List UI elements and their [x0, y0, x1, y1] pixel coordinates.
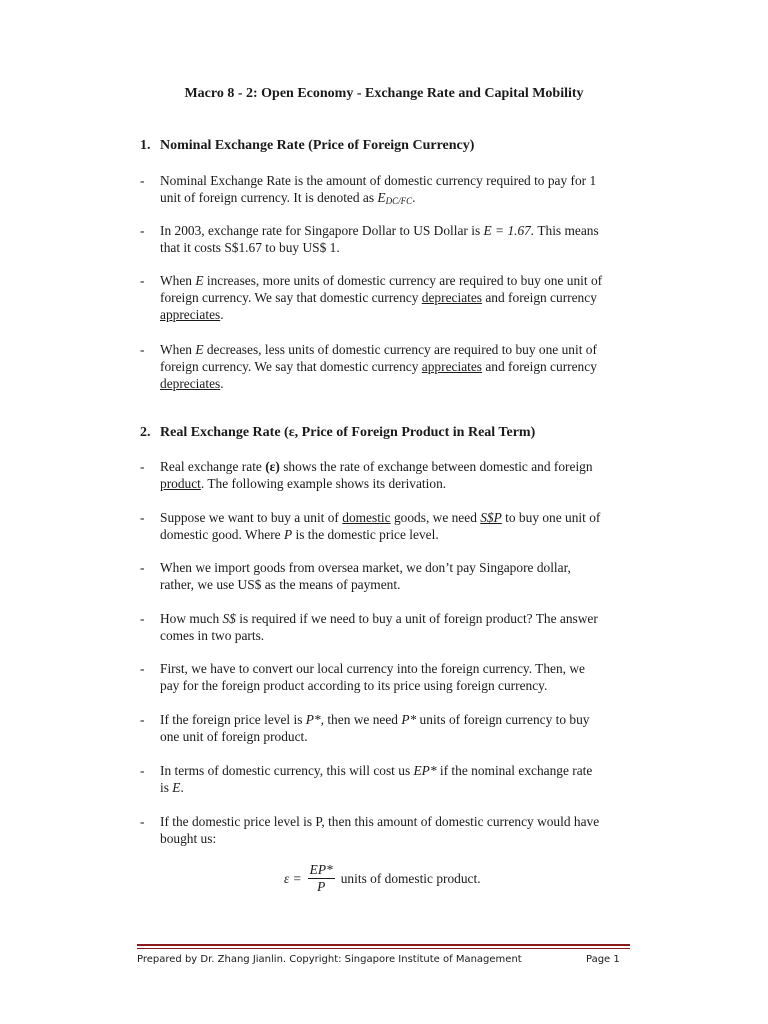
- bullet-dash: -: [140, 661, 145, 676]
- bullet-text: pay for the foreign product according to its price using foreign currency.: [160, 678, 548, 693]
- bullet-text: This means: [534, 223, 599, 238]
- bullet-text: If the foreign price level is: [160, 712, 306, 727]
- list-item: [140, 272, 640, 323]
- footer-credit: Prepared by Dr. Zhang Jianlin. Copyright: Singapore Institute of Management: [137, 954, 522, 965]
- bullet-text: is the domestic price level.: [292, 527, 439, 542]
- bullet-dash: -: [140, 611, 145, 626]
- list-item: [140, 711, 640, 745]
- bullet-text: decreases, less units of domestic currency are required to buy one unit of: [203, 342, 597, 357]
- symbol: P*: [401, 712, 417, 727]
- section-title: Nominal Exchange Rate (Price of Foreign Currency): [160, 138, 475, 153]
- bullet-dash: -: [140, 459, 145, 474]
- symbol: S$P: [480, 510, 502, 525]
- bullet-text: .: [412, 190, 416, 205]
- bullet-text: domestic good. Where: [160, 527, 284, 542]
- bullet-text: In 2003, exchange rate for Singapore Dollar to US Dollar is: [160, 223, 484, 238]
- underlined-term: appreciates: [421, 359, 483, 374]
- bullet-text: . The following example shows its derivation.: [200, 476, 447, 491]
- bullet-text: and foreign currency: [482, 290, 597, 305]
- bullet-dash: -: [140, 223, 145, 238]
- bullet-text: is: [160, 780, 173, 795]
- underlined-term: depreciates: [421, 290, 483, 305]
- footer-divider: [137, 948, 630, 949]
- list-item: [140, 222, 640, 256]
- page-number: Page 1: [586, 954, 620, 965]
- bullet-text: In terms of domestic currency, this will cost us: [160, 763, 414, 778]
- underlined-term: product: [160, 476, 201, 491]
- symbol: E: [195, 342, 204, 357]
- symbol: E: [172, 780, 181, 795]
- bullet-text: rather, we use US$ as the means of payment.: [160, 577, 401, 592]
- bullet-dash: -: [140, 510, 145, 525]
- symbol: E: [195, 273, 204, 288]
- bullet-text: comes in two parts.: [160, 628, 265, 643]
- underlined-term: depreciates: [160, 376, 221, 391]
- section-heading-real: [140, 425, 535, 441]
- formula-denominator: P: [317, 879, 326, 894]
- section-title: Real Exchange Rate (ε, Price of Foreign Product in Real Term): [160, 425, 536, 440]
- symbol: S$: [222, 611, 236, 626]
- list-item: [140, 762, 640, 796]
- bullet-text: .: [180, 780, 184, 795]
- underlined-term: domestic: [342, 510, 391, 525]
- bullet-text: First, we have to convert our local currency into the foreign currency. Then, we: [160, 661, 585, 676]
- bullet-text: one unit of foreign product.: [160, 729, 308, 744]
- underlined-term: appreciates: [160, 307, 221, 322]
- list-item: [140, 610, 640, 644]
- list-item: [140, 341, 640, 392]
- symbol: P*,: [305, 712, 324, 727]
- bullet-text: Real exchange rate: [160, 459, 266, 474]
- list-item: [140, 509, 640, 543]
- bullet-dash: -: [140, 560, 145, 575]
- bullet-text: foreign currency. We say that domestic currency: [160, 290, 422, 305]
- section-number: 1.: [140, 138, 151, 153]
- bullet-text: How much: [160, 611, 223, 626]
- symbol: E = 1.67.: [483, 223, 535, 238]
- bullet-text: if the nominal exchange rate: [436, 763, 593, 778]
- section-heading-nominal: [140, 138, 474, 154]
- bullet-dash: -: [140, 342, 145, 357]
- bullet-dash: -: [140, 273, 145, 288]
- bullet-text: unit of foreign currency. It is denoted as: [160, 190, 378, 205]
- bullet-text: goods, we need: [390, 510, 481, 525]
- bullet-text: increases, more units of domestic currency are required to buy one unit of: [203, 273, 603, 288]
- footer-divider: [137, 944, 630, 946]
- section-number: 2.: [140, 425, 151, 440]
- bullet-text: bought us:: [160, 831, 217, 846]
- list-item: [140, 458, 640, 492]
- formula-numerator: EP*: [309, 862, 333, 877]
- bullet-text: Nominal Exchange Rate is the amount of domestic currency required to pay for 1: [160, 173, 597, 188]
- bullet-text: then we need: [323, 712, 402, 727]
- real-exchange-rate-formula: [284, 862, 481, 895]
- page-title: Macro 8 - 2: Open Economy - Exchange Rate and Capital Mobility: [184, 86, 584, 101]
- bullet-text: foreign currency. We say that domestic currency: [160, 359, 422, 374]
- bullet-text: .: [220, 376, 224, 391]
- bullet-text: When: [160, 273, 196, 288]
- symbol: P: [283, 527, 293, 542]
- bullet-dash: -: [140, 712, 145, 727]
- bullet-dash: -: [140, 763, 145, 778]
- bullet-text: units of foreign currency to buy: [416, 712, 590, 727]
- list-item: [140, 172, 640, 210]
- bullet-text: to buy one unit of: [501, 510, 601, 525]
- bullet-text: is required if we need to buy a unit of foreign product? The answer: [235, 611, 598, 626]
- formula-lhs: ε =: [284, 870, 302, 886]
- list-item: [140, 559, 640, 593]
- bullet-text: and foreign currency: [482, 359, 597, 374]
- list-item: [140, 813, 640, 847]
- symbol: EP*: [413, 763, 437, 778]
- bullet-text: .: [220, 307, 224, 322]
- list-item: [140, 660, 640, 694]
- bullet-text: When: [160, 342, 196, 357]
- bold-symbol: (ε): [265, 459, 280, 474]
- bullet-text: shows the rate of exchange between domestic and foreign: [279, 459, 593, 474]
- bullet-dash: -: [140, 814, 145, 829]
- symbol-subscript: DC/FC: [385, 196, 413, 206]
- bullet-text: that it costs S$1.67 to buy US$ 1.: [160, 240, 340, 255]
- bullet-text: Suppose we want to buy a unit of: [160, 510, 343, 525]
- bullet-text: When we import goods from oversea market, we don’t pay Singapore dollar,: [160, 560, 571, 575]
- formula-fraction: [308, 862, 335, 895]
- bullet-dash: -: [140, 173, 145, 188]
- symbol: E: [377, 190, 386, 205]
- formula-rhs: units of domestic product.: [340, 870, 481, 886]
- bullet-text: If the domestic price level is P, then this amount of domestic currency would have: [160, 814, 600, 829]
